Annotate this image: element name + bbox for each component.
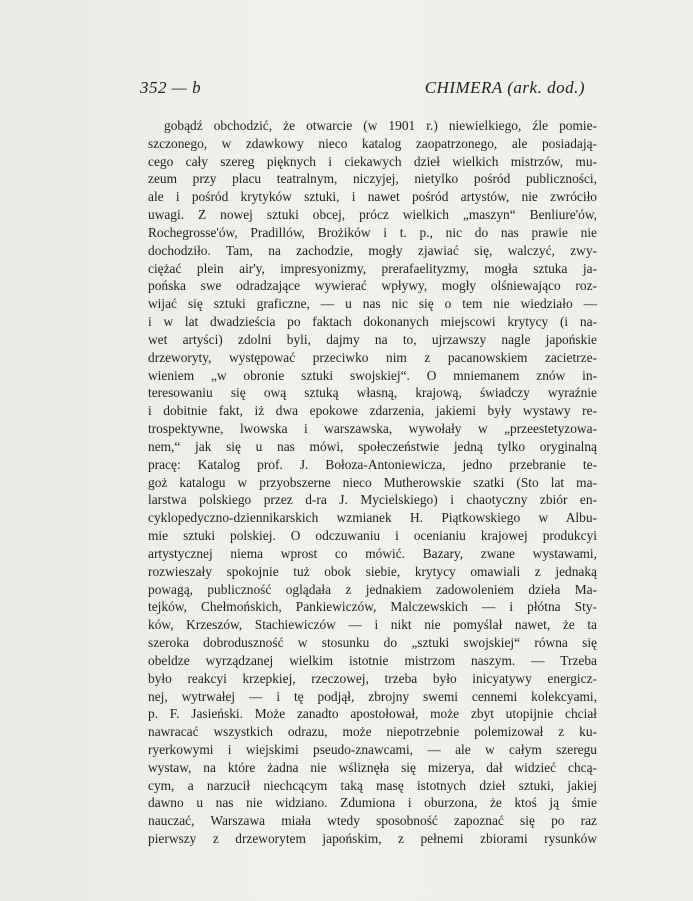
- text-line: i dobitnie fakt, iż dwa epokowe zdarzenia, jakiemi były wystawy re-: [148, 403, 597, 419]
- text-line: trospektywne, lwowska i warszawska, wywołały w „przeestetyzowa-: [148, 421, 597, 437]
- text-line: zeum przy placu teatralnym, niczyjej, nietylko pośród publiczności,: [148, 171, 597, 187]
- text-line: goż katalogu w przyobszerne nieco Mutherowskie szatki (Sto lat ma-: [148, 474, 597, 490]
- text-line: wijać się sztuki graficzne, — u nas nic się o tem nie wiedziało —: [148, 296, 597, 312]
- text-line: artystycznej niema wprost co mówić. Bazary, zwane wystawami,: [148, 545, 597, 561]
- text-line: cego cały szereg pięknych i ciekawych dzieł wielkich mistrzów, mu-: [148, 153, 597, 169]
- text-line: powagą, publiczność oglądała z jednakiem zadowoleniem dzieła Ma-: [148, 581, 597, 597]
- text-line: i w lat dwadzieścia po faktach dokonanych miejscowi krytycy (i na-: [148, 314, 597, 330]
- running-title: CHIMERA (ark. dod.): [424, 78, 585, 97]
- text-line: ciężać plein air'y, impresyonizmy, prerafaelityzmy, mogła sztuka ja-: [148, 260, 597, 276]
- text-line: mie sztuki polskiej. O odczuwaniu i ocenianiu krajowej produkcyi: [148, 528, 597, 544]
- text-line: nauczać, Warszawa miała wtedy sposobność zapoznać się po raz: [148, 813, 597, 829]
- text-line: larstwa polskiego przez d-ra J. Mycielskiego) i chaotyczny zbiór en-: [148, 492, 597, 508]
- text-line: rozwieszały spokojnie tuż obok siebie, krytycy omawiali z jednaką: [148, 563, 597, 579]
- text-line: nawracać wszystkich odrazu, może niepotrzebnie polemizował z ku-: [148, 724, 597, 740]
- page-number: 352 — b: [140, 78, 202, 97]
- text-line: szeroka dobroduszność w stosunku do „sztuki swojskiej“ równa się: [148, 635, 597, 651]
- text-line: p. F. Jasieński. Może zanadto apostołował, może zbyt utopijnie chciał: [148, 706, 597, 722]
- text-line: pońska swe odradzające wywierać wpływy, mogły olśniewająco roz-: [148, 278, 597, 294]
- text-line: dochodziło. Tam, na zachodzie, mogły zjawiać się, walczyć, zwy-: [148, 242, 597, 258]
- page-header: [140, 78, 585, 100]
- text-line: cyklopedyczno-dziennikarskich wzmianek H. Piątkowskiego w Albu-: [148, 510, 597, 526]
- text-line: ryerkowymi i wiejskimi pseudo-znawcami, — ale w całym szeregu: [148, 741, 597, 757]
- text-line: ków, Krzeszów, Stachiewiczów — i nikt nie pomyślał nawet, że ta: [148, 617, 597, 633]
- text-line: pracę: Katalog prof. J. Bołoza-Antoniewicza, jedno przebranie te-: [148, 456, 597, 472]
- text-line: nej, wytrwałej — i tę podjął, zbrojny swemi cennemi kolekcyami,: [148, 688, 597, 704]
- text-line: pierwszy z drzeworytem japońskim, z pełnemi zbiorami rysunków: [148, 831, 597, 847]
- text-line: cym, a narzucił niechcącym taką masę istotnych dzieł sztuki, jakiej: [148, 777, 597, 793]
- text-line: drzeworyty, występować przeciwko nim z pacanowskiem zacietrze-: [148, 349, 597, 365]
- text-line: ale i pośród krytyków sztuki, i nawet pośród artystów, nie zwróciło: [148, 189, 597, 205]
- text-line: wieniem „w obronie sztuki swojskiej“. O mniemanem znów in-: [148, 367, 597, 383]
- text-line: teresowaniu się ową sztuką własną, krajową, świadczy wyraźnie: [148, 385, 597, 401]
- text-line: nem,“ jak się u nas mówi, społeczeństwie jedną tylko oryginalną: [148, 438, 597, 454]
- body-text: [148, 117, 597, 848]
- text-line: gobądź obchodzić, że otwarcie (w 1901 r.) niewielkiego, źle pomie-: [164, 118, 597, 133]
- text-line: Rochegrosse'ów, Pradillów, Brożików i t. p., nic do nas prawie nie: [148, 224, 597, 240]
- text-line: wet artyści) zdolni byli, dajmy na to, ujrzawszy nagle japońskie: [148, 331, 597, 347]
- text-line: było reakcyi krzepkiej, rzeczowej, trzeba było inicyatywy energicz-: [148, 670, 597, 686]
- text-line: tejków, Chełmońskich, Pankiewiczów, Malczewskich — i płótna Sty-: [148, 599, 597, 615]
- text-line: dawno u nas nie widziano. Zdumiona i oburzona, że ktoś ją śmie: [148, 795, 597, 811]
- text-line: obeldze wyrządzanej wielkim istotnie mistrzom naszym. — Trzeba: [148, 652, 597, 668]
- text-line: wystaw, na które żadna nie wśliznęła się mizerya, dał widzieć chcą-: [148, 759, 597, 775]
- text-line: szczonego, w zdawkowy nieco katalog zaopatrzonego, ale posiadają-: [148, 135, 597, 151]
- text-line: uwagi. Z nowej sztuki obcej, prócz wielkich „maszyn“ Benliure'ów,: [148, 207, 597, 223]
